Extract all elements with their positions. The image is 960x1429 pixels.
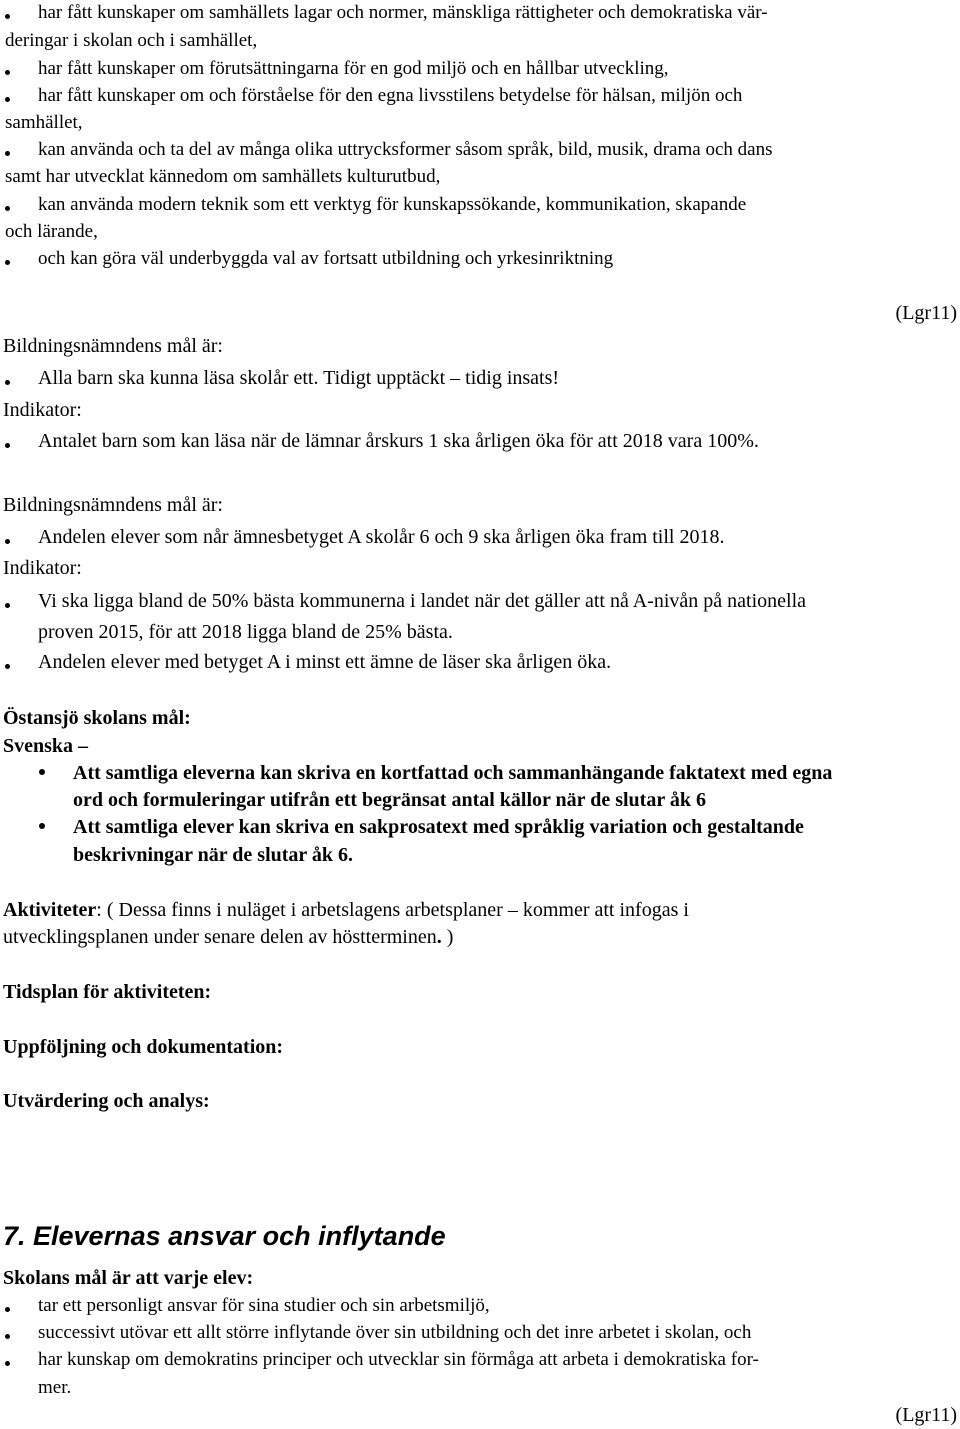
list-item-cont: mer. [38,1377,72,1398]
indicator-label: Indikator: [3,399,82,421]
list-item: har fått kunskaper om förutsättningarna för en god miljö och en hållbar utveckling, [38,58,669,79]
bullet [5,97,10,102]
bullet [5,70,10,75]
activities-line-1 [3,896,689,924]
list-item: och kan göra väl underbyggda val av fortsatt utbildning och yrkesinriktning [38,248,614,269]
goal-heading: Bildningsnämndens mål är: [3,335,223,357]
list-item: har fått kunskaper om och förståelse för den egna livsstilens betydelse för hälsan, miljön och [38,85,743,106]
list-item-cont: och lärande, [5,221,98,242]
section-subheading: Skolans mål är att varje elev: [3,1267,254,1289]
activities-text-end: ) [441,926,454,948]
source-reference: (Lgr11) [895,1404,957,1426]
list-item: har fått kunskaper om samhällets lagar och normer, mänskliga rättigheter och demokratiska vär- [38,2,768,23]
goal-item: Alla barn ska kunna läsa skolår ett. Tidigt upptäckt – tidig insats! [38,367,560,389]
list-item: successivt utövar ett allt större inflytande över sin utbildning och det inre arbetet i skolan, och [38,1322,752,1343]
school-goal-item-cont: ord och formuleringar utifrån ett begränsat antal källor när de slutar åk 6 [73,789,706,811]
bullet [5,664,10,669]
bullet [5,603,10,608]
bullet [39,769,45,775]
activities-text: utvecklingsplanen under senare delen av höstterminen [3,926,437,948]
bullet [5,1334,10,1339]
goal-item: Andelen elever som når ämnesbetyget A skolår 6 och 9 ska årligen öka fram till 2018. [38,526,725,548]
list-item: kan använda och ta del av många olika uttrycksformer såsom språk, bild, musik, drama och dans [38,139,773,160]
evaluation-heading: Utvärdering och analys: [3,1090,210,1112]
bullet [5,260,10,265]
list-item-cont: samhället, [5,112,83,133]
bullet [5,380,10,385]
bullet [5,14,10,19]
indicator-item: Antalet barn som kan läsa när de lämnar årskurs 1 ska årligen öka för att 2018 vara 100%. [38,430,759,452]
school-goal-item: Att samtliga elever kan skriva en sakprosatext med språklig variation och gestaltande [73,816,804,838]
bullet [39,823,45,829]
school-goal-item-cont: beskrivningar när de slutar åk 6. [73,844,354,866]
indicator-label: Indikator: [3,557,82,579]
activities-text: : ( Dessa finns i nuläget i arbetslagens arbetsplaner – kommer att infogas i [96,899,689,921]
bullet [5,151,10,156]
bullet [5,539,10,544]
subject-label: Svenska – [3,735,89,757]
indicator-item: Vi ska ligga bland de 50% bästa kommunerna i landet när det gäller att nå A-nivån på nationella [38,590,806,612]
school-goals-heading: Östansjö skolans mål: [3,707,191,729]
activities-label: Aktiviteter [3,899,97,921]
activities-period: . [436,926,442,948]
schedule-heading: Tidsplan för aktiviteten: [3,981,212,1003]
section-title: 7. Elevernas ansvar och inflytande [3,1221,446,1251]
source-reference: (Lgr11) [895,302,957,324]
list-item: tar ett personligt ansvar för sina studier och sin arbetsmiljö, [38,1295,490,1316]
list-item-cont: deringar i skolan och i samhället, [5,30,258,51]
list-item-cont: samt har utvecklat kännedom om samhällets kulturutbud, [5,166,441,187]
list-item: kan använda modern teknik som ett verktyg för kunskapssökande, kommunikation, skapande [38,194,747,215]
bullet [5,1307,10,1312]
school-goal-item: Att samtliga eleverna kan skriva en kortfattad och sammanhängande faktatext med egna [73,762,833,784]
indicator-item: Andelen elever med betyget A i minst ett ämne de läser ska årligen öka. [38,651,612,673]
bullet [5,443,10,448]
activities-line-2 [3,923,453,951]
goal-heading: Bildningsnämndens mål är: [3,494,223,516]
bullet [5,1361,10,1366]
bullet [5,206,10,211]
followup-heading: Uppföljning och dokumentation: [3,1036,284,1058]
list-item: har kunskap om demokratins principer och utvecklar sin förmåga att arbeta i demokratiska for- [38,1349,759,1370]
indicator-item-cont: proven 2015, för att 2018 ligga bland de 25% bästa. [38,621,453,643]
